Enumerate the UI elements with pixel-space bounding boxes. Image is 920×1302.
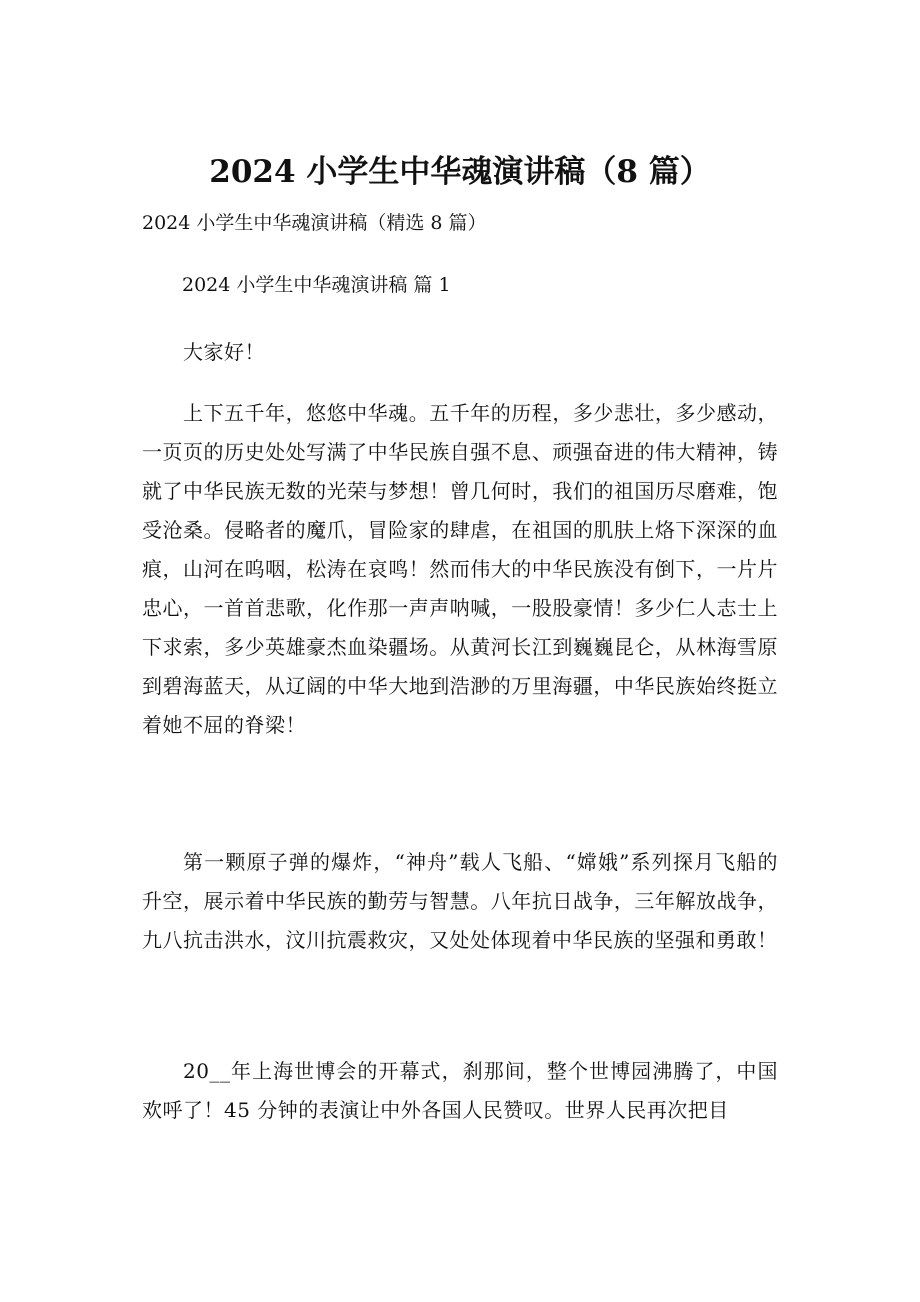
paragraph-history: 上下五千年，悠悠中华魂。五千年的历程，多少悲壮，多少感动，一页页的历史处处写满了中华民族自强不息、顽强奋进的伟大精神，铸就了中华民族无数的光荣与梦想！曾几何时，我们的祖国历尽磨难，饱受沧桑。侵略者的魔爪，冒险家的肆虐，在祖国的肌肤上烙下深深的血痕，山河在呜咽，松涛在哀鸣！然而伟大的中华民族没有倒下，一片片忠心，一首首悲歌，化作那一声声呐喊，一股股豪情！多少仁人志士上下求索，多少英雄豪杰血染疆场。从黄河长江到巍巍昆仑，从林海雪原到碧海蓝天，从辽阔的中华大地到浩渺的万里海疆，中华民族始终挺立着她不屈的脊梁！ bbox=[142, 401, 778, 737]
paragraph-greeting: 大家好！ bbox=[183, 340, 265, 364]
document-title: 2024 小学生中华魂演讲稿（8 篇） bbox=[209, 154, 711, 190]
paragraph-achievements: 第一颗原子弹的爆炸，“神舟”载人飞船、“嫦娥”系列探月飞船的升空，展示着中华民族的勤劳与智慧。八年抗日战争，三年解放战争，九八抗击洪水，汶川抗震救灾，又处处体现着中华民族的坚强和勇敢！ bbox=[142, 850, 778, 952]
section-heading: 2024 小学生中华魂演讲稿 篇 1 bbox=[182, 274, 451, 296]
document-subtitle: 2024 小学生中华魂演讲稿（精选 8 篇） bbox=[142, 212, 487, 234]
paragraph-expo: 20__年上海世博会的开幕式，刹那间，整个世博园沸腾了，中国欢呼了！45 分钟的表演让中外各国人民赞叹。世界人民再次把目 bbox=[142, 1059, 778, 1122]
